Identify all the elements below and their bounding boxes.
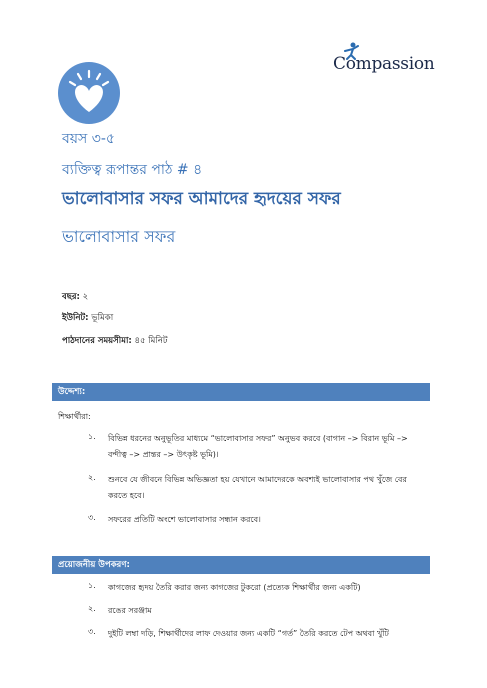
meta-time-value: ৪৫ মিনিট	[134, 336, 168, 346]
meta-unit-value: ভূমিকা	[91, 313, 114, 323]
material-item	[88, 580, 408, 596]
material-item	[88, 626, 408, 642]
objective-text: সফরের প্রতিটি অংশে ভালোবাসার সন্ধান করবে।	[108, 515, 261, 524]
objective-text: বিভিন্ন ধরনের অনুভূতির মাধ্যমে “ভালোবাসার সফর” অনুভব করবে (বাগান –> বিরান ভূমি –> বন্দীত্ব –> প্রান্তর –> উৎকৃষ্ট ভূমি)।	[108, 434, 408, 459]
meta-unit	[62, 311, 113, 325]
material-text: রঙের সরঞ্জাম	[108, 606, 152, 615]
material-text: কাগজের হৃদয় তৈরি করার জন্য কাগজের টুকরো (প্রত্যেক শিক্ষার্থীর জন্য একটি)	[108, 583, 361, 592]
page-title: ভালোবাসার সফর আমাদের হৃদয়ের সফর	[62, 189, 341, 209]
meta-year-value: ২	[82, 292, 89, 302]
material-text: দুইটি লম্বা দড়ি, শিক্ষার্থীদের লাফ দেওয়ার জন্য একটি “গর্ত” তৈরি করতে টেপ অথবা খুঁটি	[108, 629, 389, 638]
objective-number: ১.	[88, 432, 96, 441]
compassion-logo	[333, 42, 433, 82]
learners-intro: শিক্ষার্থীরা:	[58, 412, 91, 421]
objective-item	[88, 431, 408, 463]
material-number: ১.	[88, 581, 96, 590]
page-subtitle: ভালোবাসার সফর	[62, 227, 176, 246]
objective-text: শুনবে যে জীবনে বিভিন্ন অভিজ্ঞতা হয় যেখানে আমাদেরকে অবশ্যই ভালোবাসার পথ খুঁজে বের করতে হবে।	[108, 475, 407, 500]
meta-year-label: বছর:	[62, 292, 80, 302]
material-item	[88, 603, 408, 619]
objective-item	[88, 472, 408, 504]
logo-text: Compassion	[333, 54, 435, 74]
objective-item	[88, 512, 408, 528]
lesson-number: ব্যক্তিত্ব রূপান্তর পাঠ # ৪	[62, 162, 203, 178]
material-number: ২.	[88, 604, 96, 613]
meta-time-label: পাঠদানের সময়সীমা:	[62, 336, 132, 346]
heart-badge-icon	[58, 62, 120, 124]
objective-number: ৩.	[88, 513, 96, 522]
objective-number: ২.	[88, 473, 96, 482]
material-number: ৩.	[88, 627, 96, 636]
meta-year	[62, 290, 88, 304]
materials-heading: প্রয়োজনীয় উপকরণ:	[52, 556, 430, 574]
meta-time	[62, 334, 168, 348]
age-range: বয়স ৩-৫	[62, 131, 115, 147]
meta-unit-label: ইউনিট:	[62, 313, 89, 323]
objectives-heading: উদ্দেশ্য:	[52, 383, 430, 401]
